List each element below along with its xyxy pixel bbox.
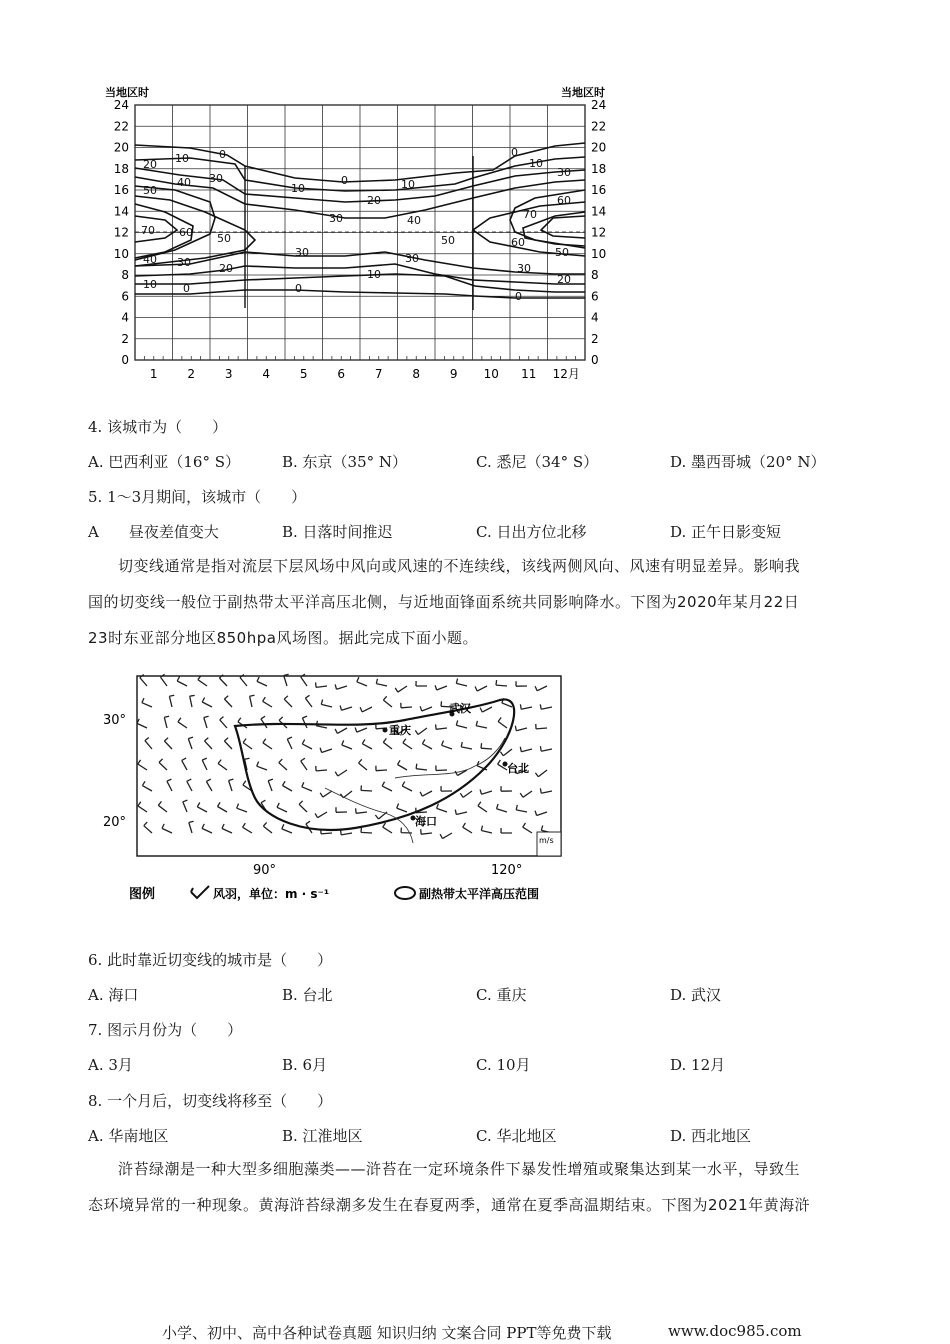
paragraph-line: 国的切变线一般位于副热带太平洋高压北侧，与近地面锋面系统共同影响降水。下图为2020年某月22日 [88,593,800,611]
contour-label: 20 [219,262,233,275]
x-tick-label: 7 [374,367,383,381]
contour-label-group [141,146,571,303]
paragraph-line: 态环境异常的一种现象。黄海浒苔绿潮多发生在春夏两季，通常在夏季高温期结束。下图为2021年黄海浒 [88,1196,811,1214]
y-tick-label: 8 [591,268,599,282]
q5-option-b[interactable]: B. 日落时间推迟 [282,523,393,541]
q6-option-b[interactable]: B. 台北 [282,986,333,1004]
x-tick-label: 12月 [552,367,580,381]
contour-label: 40 [177,176,191,189]
contour-label: 30 [209,172,223,185]
y-tick-label: 18 [113,161,129,176]
paragraph-line: 切变线通常是指对流层下层风场中风向或风速的不连续线，该线两侧风向、风速有明显差异。影响我 [118,557,801,575]
contour-label: 0 [341,174,348,187]
high-pressure-legend-icon [395,887,415,899]
y-tick-label: 16 [113,183,129,197]
contour-label: 30 [329,212,343,225]
y-tick-label: 12 [113,225,129,240]
legend-wind-label: 风羽，单位：m · s⁻¹ [213,887,330,901]
city-label: 武汉 [449,702,471,715]
question-4-stem: 4. 该城市为（ ） [88,418,228,436]
y-tick-label: 2 [121,331,129,346]
contour-label: 10 [291,182,305,195]
city-label: 重庆 [389,724,411,737]
y-tick-label: 10 [591,246,607,261]
y-tick-label: 20 [113,140,129,155]
contour-label: 10 [143,278,157,291]
intro-paragraph-2 [88,1151,888,1223]
y-tick-label: 20 [591,140,607,155]
x-tick-label: 6 [337,367,346,381]
y-tick-label: 6 [591,289,599,304]
legend-high-label: 副热带太平洋高压范围 [419,887,540,901]
y-tick-label: 22 [113,119,129,134]
sun-contour-chart [95,80,635,390]
contour-label: 0 [183,282,190,295]
question-5-stem: 5. 1～3月期间，该城市（ ） [88,488,307,506]
x-ticks [150,367,580,381]
contour-label: 30 [557,166,571,179]
x-tick-label: 5 [299,367,308,381]
unit-box-label: m/s [539,836,554,845]
contour-label: 50 [143,184,157,197]
intro-paragraph-1 [88,548,878,656]
y-tick-label: 4 [121,310,129,325]
y-tick-label: 24 [113,98,129,112]
q4-option-c[interactable]: C. 悉尼（34° S） [476,453,599,471]
q4-option-a[interactable]: A. 巴西利亚（16° S） [88,453,241,471]
q7-option-d[interactable]: D. 12月 [670,1056,726,1074]
contour-label: 30 [517,262,531,275]
lon-label: 90° [253,863,277,878]
city-label: 台北 [507,762,529,775]
y-tick-label: 18 [591,161,607,176]
y-tick-label: 0 [121,353,129,367]
contour-label: 60 [179,226,193,239]
contour-label: 0 [219,148,226,161]
q8-option-a[interactable]: A. 华南地区 [88,1127,169,1145]
contour-label: 40 [407,214,421,227]
y-tick-label: 2 [591,331,599,346]
contour-label: 10 [175,152,189,165]
q8-option-b[interactable]: B. 江淮地区 [282,1127,363,1145]
contour-label: 50 [441,234,455,247]
q4-option-d[interactable]: D. 墨西哥城（20° N） [670,453,826,471]
contour-label: 30 [405,252,419,265]
y-tick-label: 22 [591,119,607,134]
contour-label: 50 [555,246,569,259]
contour-label: 30 [295,246,309,259]
x-tick-label: 8 [412,367,421,381]
y-tick-label: 14 [113,204,129,219]
x-tick-label: 4 [262,367,271,381]
y-tick-label: 14 [591,204,607,219]
contour-label: 10 [367,268,381,281]
contour-label: 40 [143,253,157,266]
wind-barb-legend-icon [191,886,209,898]
contour-label: 20 [143,158,157,171]
x-tick-label: 3 [224,367,233,381]
city-label: 海口 [415,815,437,828]
y-tick-label: 24 [591,98,607,112]
y-axis-title-left: 当地区时 [105,86,149,99]
q7-option-c[interactable]: C. 10月 [476,1056,531,1074]
q7-option-a[interactable]: A. 3月 [88,1056,133,1074]
q5-option-d[interactable]: D. 正午日影变短 [670,523,782,541]
question-6-stem: 6. 此时靠近切变线的城市是（ ） [88,951,333,969]
y-tick-label: 8 [121,268,129,282]
paragraph-line: 浒苔绿潮是一种大型多细胞藻类——浒苔在一定环境条件下暴发性增殖或聚集达到某一水平，导致生 [118,1160,801,1178]
lat-label: 30° [103,713,127,728]
x-tick-label: 10 [483,367,499,381]
x-tick-label: 1 [149,367,158,381]
y-ticks-left [114,98,129,367]
contour-label: 70 [523,208,537,221]
x-tick-label: 9 [449,367,458,381]
y-tick-label: 4 [591,310,599,325]
legend-title: 图例 [129,887,156,902]
q6-option-a[interactable]: A. 海口 [88,986,139,1004]
contour-label: 20 [557,273,571,286]
contour-label: 70 [141,224,155,237]
contour-label: 0 [515,290,522,303]
q6-option-c[interactable]: C. 重庆 [476,986,527,1004]
y-tick-label: 10 [113,246,129,261]
contour-label: 50 [217,232,231,245]
y-tick-label: 6 [121,289,129,304]
q8-option-c[interactable]: C. 华北地区 [476,1127,557,1145]
lat-label: 20° [103,815,127,830]
q7-option-b[interactable]: B. 6月 [282,1056,328,1074]
x-tick-label: 11 [521,367,537,381]
contour-label: 10 [401,178,415,191]
q5-option-a[interactable]: A 昼夜差值变大 [88,523,219,541]
y-ticks-right [591,98,606,367]
footer-ad-text: 小学、初中、高中各种试卷真题 知识归纳 文案合同 PPT等免费下载 [162,1324,612,1342]
q6-option-d[interactable]: D. 武汉 [670,986,722,1004]
contour-label: 60 [511,236,525,249]
y-tick-label: 16 [591,183,607,197]
question-8-stem: 8. 一个月后，切变线将移至（ ） [88,1092,333,1110]
q8-option-d[interactable]: D. 西北地区 [670,1127,752,1145]
x-tick-label: 2 [187,367,196,381]
y-tick-label: 12 [591,225,607,240]
contour-label: 20 [367,194,381,207]
q5-option-c[interactable]: C. 日出方位北移 [476,523,587,541]
y-tick-label: 0 [591,353,599,367]
contour-label: 0 [295,282,302,295]
contour-label: 30 [177,256,191,269]
question-7-stem: 7. 图示月份为（ ） [88,1021,243,1039]
q4-option-b[interactable]: B. 东京（35° N） [282,453,408,471]
contour-label: 60 [557,194,571,207]
contour-label: 10 [529,157,543,170]
footer-site-link[interactable]: www.doc985.com [668,1322,802,1340]
y-axis-title-right: 当地区时 [561,86,605,99]
wind-field-map [95,668,585,913]
paragraph-line: 23时东亚部分地区850hpa风场图。据此完成下面小题。 [88,629,478,647]
lon-label: 120° [491,863,523,878]
contour-label: 0 [511,146,518,159]
